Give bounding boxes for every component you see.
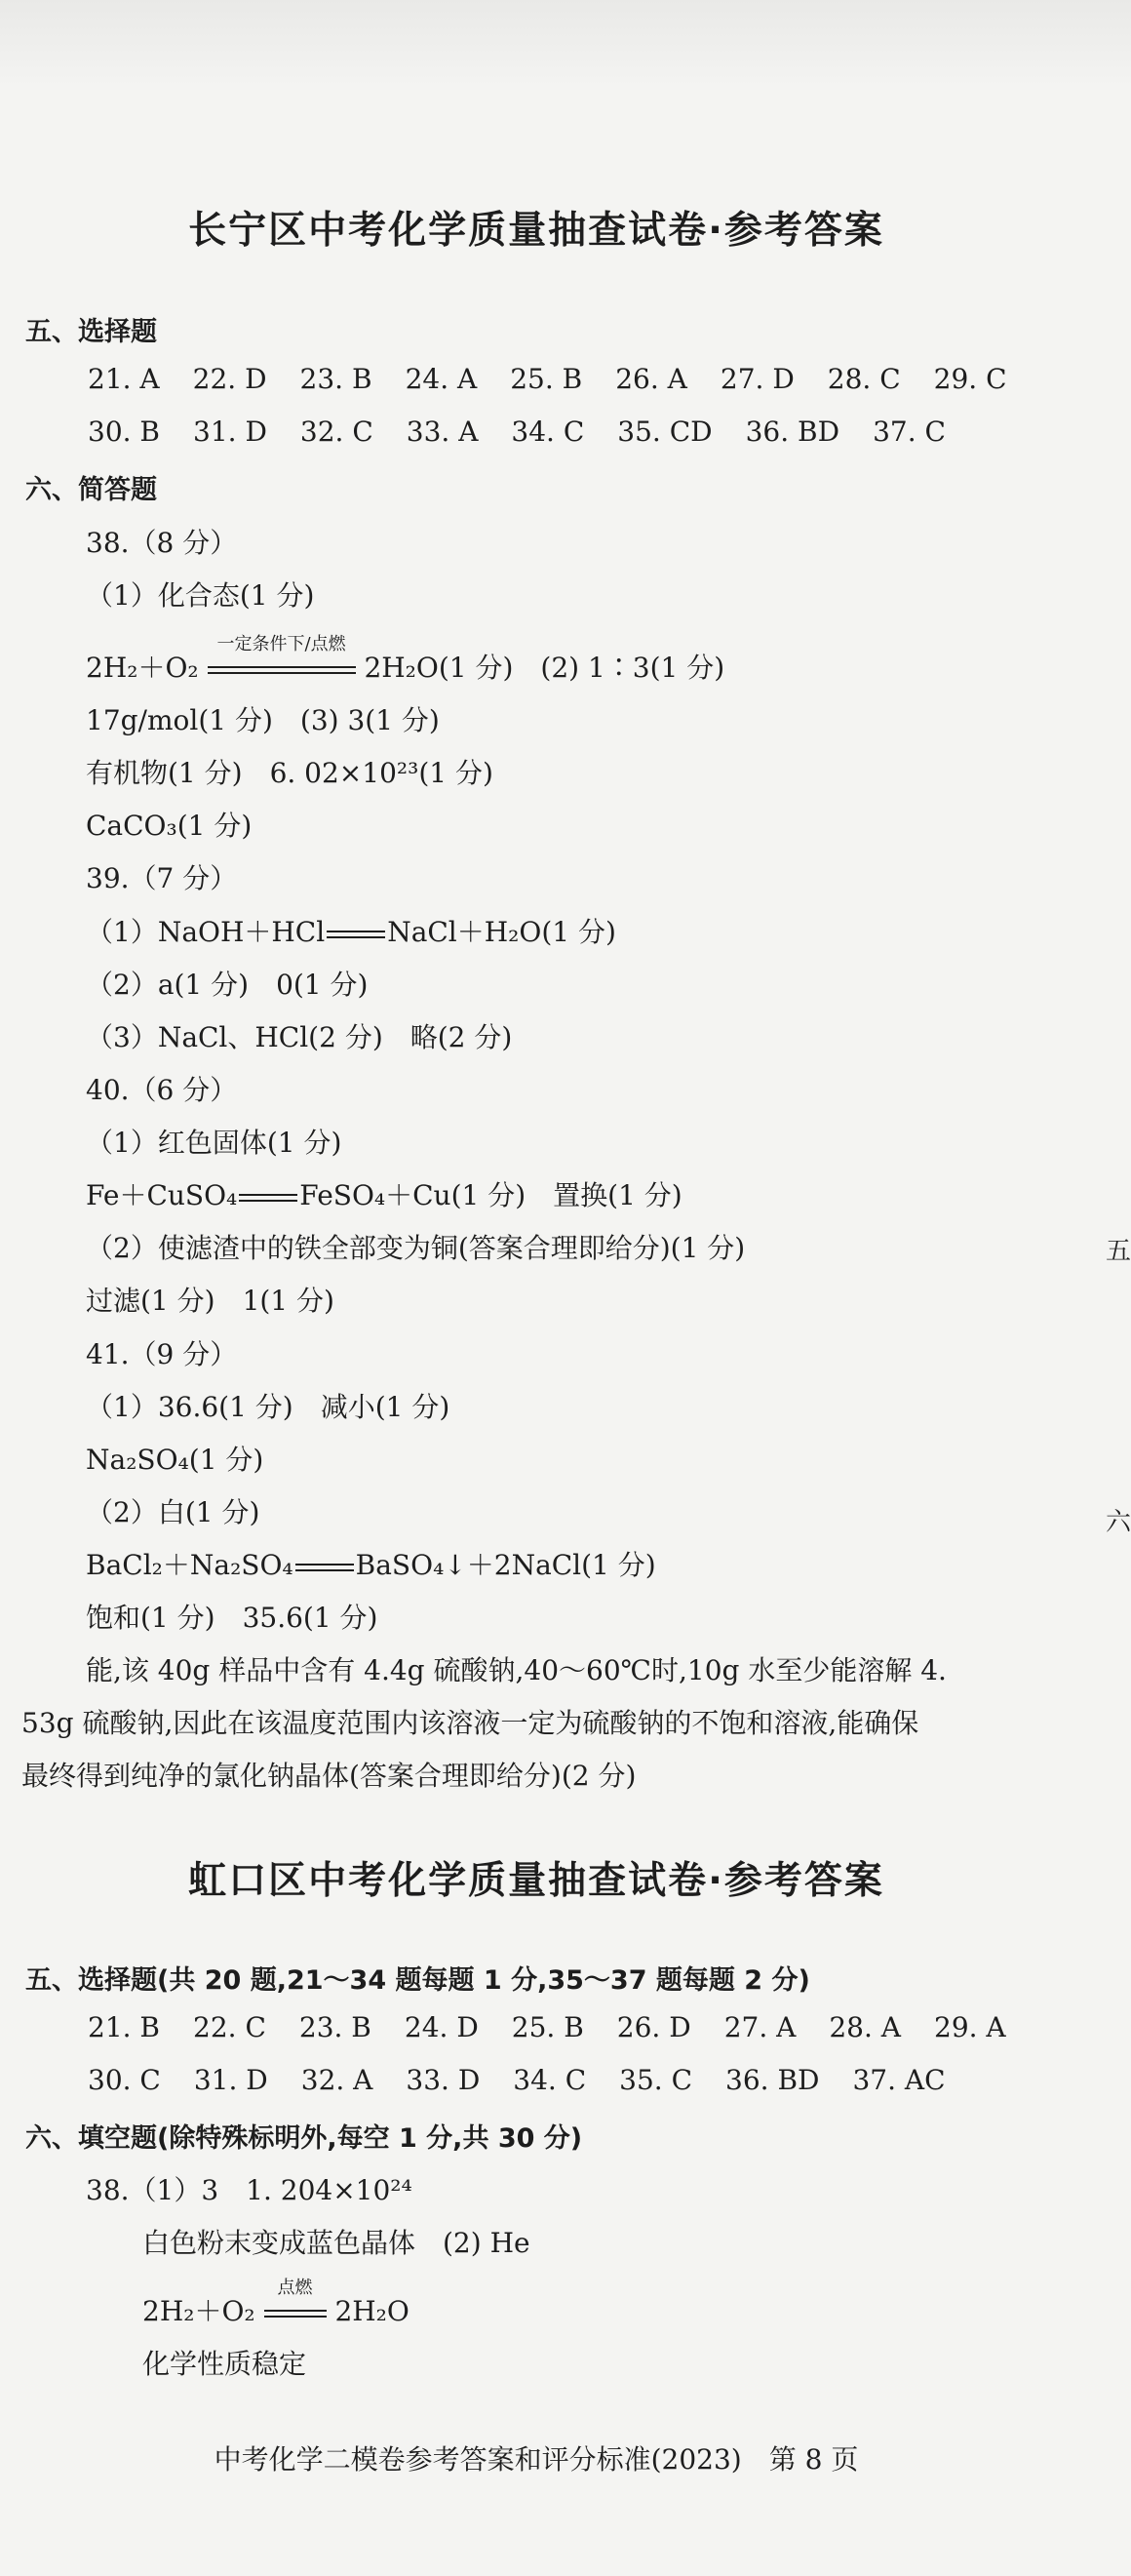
q41-part2: （2）白(1 分)	[86, 1496, 260, 1528]
mc-answer: 31. D	[193, 2064, 268, 2096]
q38-part4: 有机物(1 分) 6. 02×10²³(1 分)	[86, 757, 493, 789]
adjacent-page-mark: 六	[1105, 1508, 1131, 1537]
mc-answer: 35. C	[619, 2064, 693, 2096]
mc-answer: 25. B	[510, 363, 583, 395]
q41-explanation-line2: 53g 硫酸钠,因此在该温度范围内该溶液一定为硫酸钠的不饱和溶液,能确保	[21, 1707, 919, 1739]
doc2-q38-part2: 白色粉末变成蓝色晶体 (2) He	[142, 2227, 530, 2259]
q39-part2: （2）a(1 分) 0(1 分)	[86, 969, 369, 1001]
equation-reactants: （1）NaOH＋HCl	[86, 916, 326, 948]
equation-reactants: BaCl₂＋Na₂SO₄	[86, 1549, 293, 1581]
mc-answer: 29. C	[933, 363, 1007, 395]
reaction-condition	[264, 2278, 327, 2327]
equals-bar	[295, 1564, 354, 1571]
doc2-q38-part1: 38.（1）3 1. 204×10²⁴	[86, 2174, 412, 2206]
mc-answer: 33. A	[406, 416, 479, 448]
q40-part2: （2）使滤渣中的铁全部变为铜(答案合理即给分)(1 分)	[86, 1232, 746, 1264]
condition-text: 点燃	[277, 2278, 313, 2298]
equation-products: FeSO₄＋Cu(1 分) 置换(1 分)	[299, 1179, 682, 1211]
q38-equation	[86, 634, 725, 686]
reaction-condition	[208, 634, 356, 684]
q39-header: 39.（7 分）	[86, 862, 238, 894]
page-footer: 中考化学二模卷参考答案和评分标准(2023) 第 8 页	[214, 2443, 859, 2476]
mc-answer: 28. A	[829, 2011, 901, 2043]
q41-part1: （1）36.6(1 分) 减小(1 分)	[86, 1391, 450, 1423]
mc-answer: 29. A	[934, 2011, 1006, 2043]
mc-answer: 36. BD	[745, 416, 840, 448]
mc-answer: 35. CD	[617, 416, 713, 448]
equation-products: BaSO₄↓＋2NaCl(1 分)	[355, 1549, 656, 1581]
mc-answer: 23. B	[299, 363, 372, 395]
mc-answer: 37. C	[873, 416, 946, 448]
mc-answer: 32. C	[299, 416, 373, 448]
q38-part5: CaCO₃(1 分)	[86, 810, 253, 842]
doc1-mc-row-2	[88, 416, 979, 448]
mc-answer: 27. A	[723, 2011, 797, 2043]
q41-equation	[86, 1544, 656, 1583]
q40-part3: 过滤(1 分) 1(1 分)	[86, 1285, 334, 1317]
doc1-mc-row-1	[88, 363, 1040, 395]
q38-part3: 17g/mol(1 分) (3) 3(1 分)	[86, 704, 440, 736]
mc-answer: 31. D	[193, 416, 267, 448]
mc-answer: 24. A	[405, 363, 478, 395]
mc-answer: 30. B	[88, 416, 161, 448]
mc-answer: 25. B	[511, 2011, 584, 2043]
scan-shadow	[0, 0, 1131, 88]
q41-part4: 饱和(1 分) 35.6(1 分)	[86, 1602, 378, 1634]
doc2-section-multiple-choice: 五、选择题(共 20 题,21～34 题每题 1 分,35～37 题每题 2 分)	[25, 1965, 810, 1996]
doc2-title: 虹口区中考化学质量抽查试卷·参考答案	[188, 1859, 884, 1903]
equals-bar	[264, 2310, 327, 2318]
doc2-q38-equation	[142, 2278, 410, 2329]
doc2-mc-row-2	[88, 2064, 979, 2096]
q40-header: 40.（6 分）	[86, 1074, 238, 1106]
doc2-section-fill-in: 六、填空题(除特殊标明外,每空 1 分,共 30 分)	[25, 2123, 583, 2154]
mc-answer: 24. D	[404, 2011, 479, 2043]
equals-bar	[327, 931, 385, 938]
mc-answer: 21. A	[88, 363, 160, 395]
q40-part1: （1）红色固体(1 分)	[86, 1127, 342, 1159]
mc-answer: 33. D	[406, 2064, 481, 2096]
equation-reactants: 2H₂＋O₂	[142, 2295, 255, 2327]
doc2-mc-row-1	[88, 2011, 1039, 2043]
mc-answer: 26. A	[615, 363, 687, 395]
q41-explanation-line3: 最终得到纯净的氯化钠晶体(答案合理即给分)(2 分)	[21, 1760, 637, 1792]
mc-answer: 22. C	[193, 2011, 266, 2043]
q41-explanation-line1: 能,该 40g 样品中含有 4.4g 硫酸钠,40～60℃时,10g 水至少能溶解 4.	[86, 1654, 947, 1686]
mc-answer: 28. C	[827, 363, 901, 395]
equation-products: 2H₂O	[334, 2295, 410, 2327]
doc1-title: 长宁区中考化学质量抽查试卷·参考答案	[188, 209, 884, 253]
q39-part3: （3）NaCl、HCl(2 分) 略(2 分)	[86, 1021, 513, 1053]
equation-reactants: 2H₂＋O₂	[86, 652, 199, 684]
mc-answer: 34. C	[513, 2064, 587, 2096]
doc1-section-short-answer: 六、简答题	[25, 475, 157, 505]
q41-header: 41.（9 分）	[86, 1338, 238, 1370]
mc-answer: 36. BD	[725, 2064, 820, 2096]
doc2-q38-part3: 化学性质稳定	[142, 2348, 307, 2380]
mc-answer: 32. A	[300, 2064, 373, 2096]
mc-answer: 34. C	[511, 416, 585, 448]
q38-header: 38.（8 分）	[86, 527, 238, 559]
mc-answer: 30. C	[88, 2064, 161, 2096]
equation-reactants: Fe＋CuSO₄	[86, 1179, 238, 1211]
equals-bar	[208, 666, 356, 674]
equation-products: NaCl＋H₂O(1 分)	[387, 916, 616, 948]
mc-answer: 23. B	[298, 2011, 371, 2043]
equation-products: 2H₂O(1 分) (2) 1∶3(1 分)	[364, 652, 725, 684]
equals-bar	[239, 1194, 297, 1202]
mc-answer: 21. B	[88, 2011, 161, 2043]
q39-part1	[86, 911, 616, 950]
mc-answer: 26. D	[616, 2011, 691, 2043]
q38-part1: （1）化合态(1 分)	[86, 579, 315, 612]
mc-answer: 27. D	[720, 363, 795, 395]
condition-text: 一定条件下/点燃	[216, 634, 346, 654]
doc1-section-multiple-choice: 五、选择题	[25, 317, 157, 347]
q40-equation	[86, 1174, 682, 1213]
mc-answer: 37. AC	[852, 2064, 946, 2096]
adjacent-page-mark: 五	[1105, 1237, 1131, 1266]
q41-part1b: Na₂SO₄(1 分)	[86, 1444, 264, 1476]
mc-answer: 22. D	[192, 363, 267, 395]
